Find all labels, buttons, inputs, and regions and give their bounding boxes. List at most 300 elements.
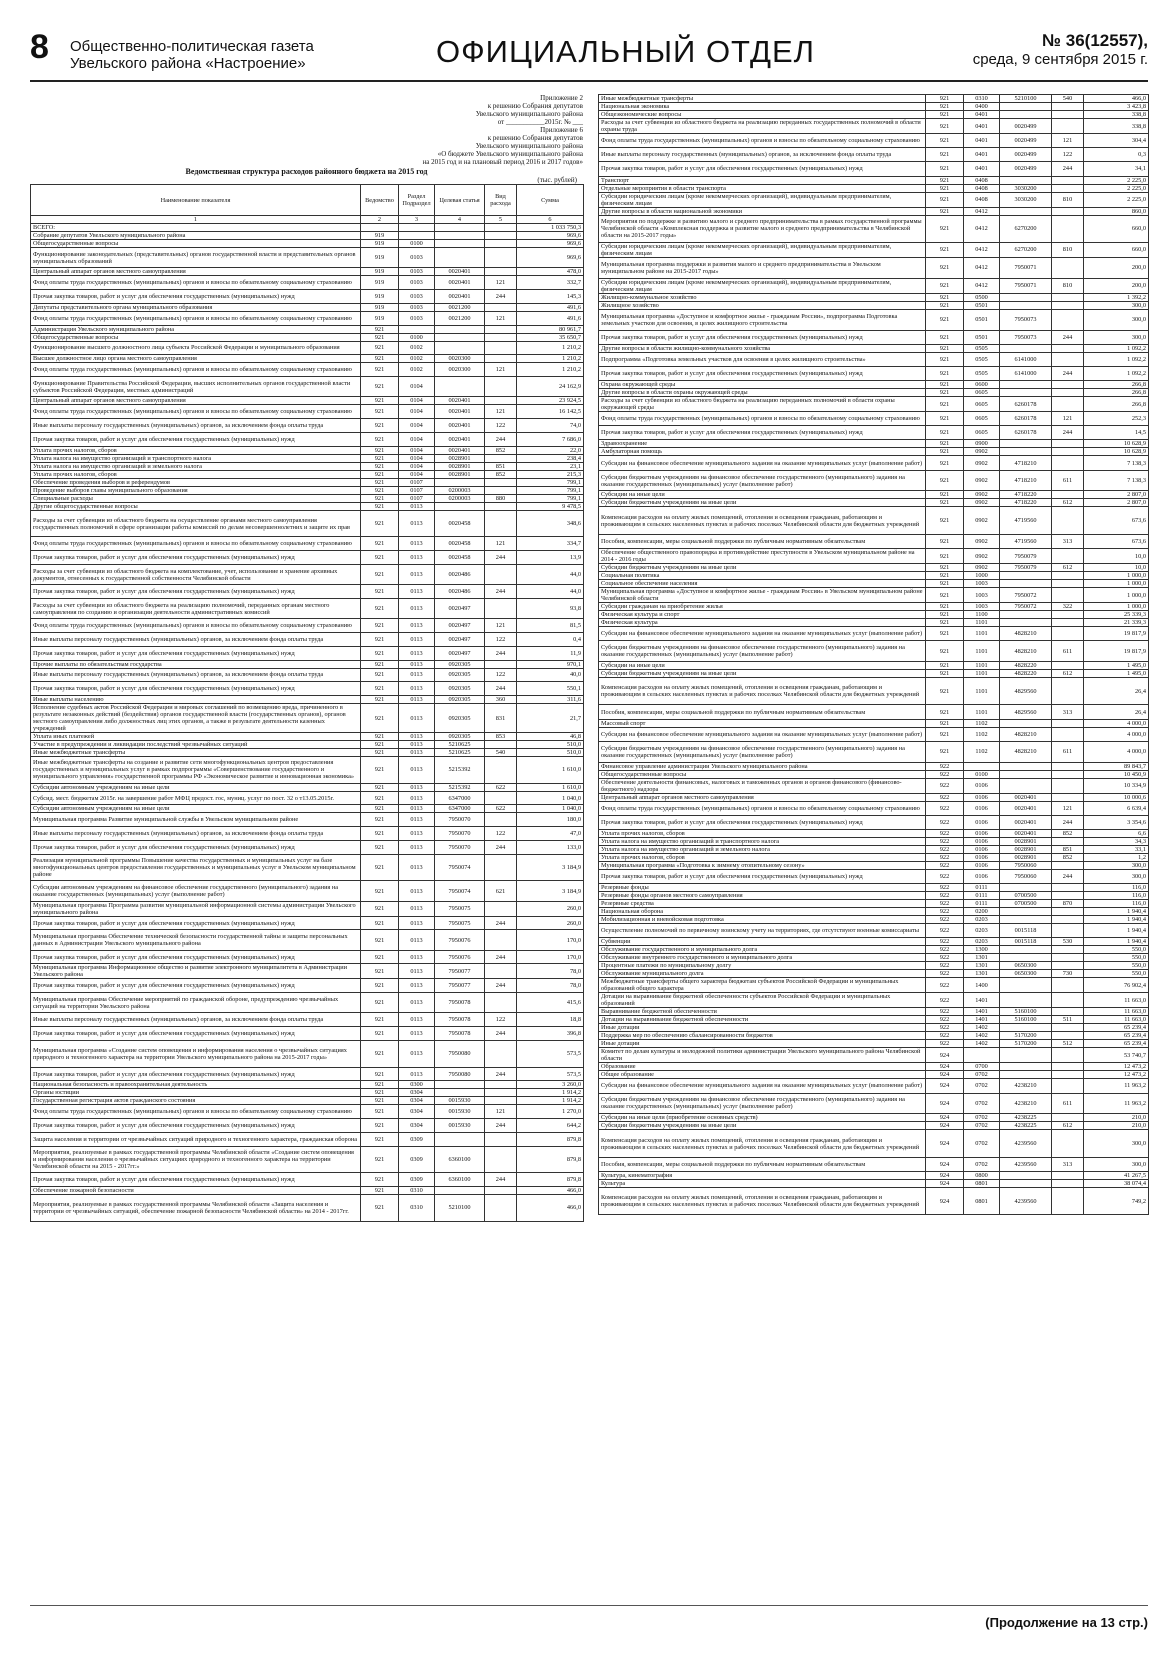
row-section: 0113 [399,791,435,805]
row-sum: 1 610,0 [517,783,584,791]
table-row [31,619,584,633]
row-type [1052,619,1084,627]
row-section: 0203 [964,924,1000,938]
row-dept: 922 [926,908,964,916]
row-name: Функционирование законодательных (представительных) органов государственной власти и представительных органов муниципальных образований [31,248,361,268]
row-name: Реализация муниципальной программы Повышение качества государственных и муниципальных услуг на базе многофункциональных центров предоставления государственных и муниципальных услуг в Увельском муниципальном районе [31,854,361,881]
row-dept: 921 [361,494,399,502]
row-target: 7950073 [1000,309,1052,330]
header-sum: Сумма [517,185,584,216]
table-row [31,813,584,827]
row-name: Национальная оборона [599,908,926,916]
row-name: Прочая закупка товаров, работ и услуг для обеспечения государственных (муниципальных) нужд [599,162,926,176]
row-sum: 19 817,9 [1084,641,1149,662]
row-type: 121 [485,619,517,633]
header-dept: Ведомство [361,185,399,216]
row-section: 0113 [399,537,435,551]
row-name: Уплата налога на имущество организаций и земельного налога [31,462,361,470]
row-section: 0505 [964,352,1000,366]
row-type: 122 [485,632,517,646]
row-dept: 921 [361,632,399,646]
row-type: 244 [1052,162,1084,176]
row-name: Мобилизационная и вневойсковая подготовка [599,916,926,924]
row-section: 0102 [399,341,435,355]
row-target: 0650300 [1000,970,1052,978]
row-type [485,964,517,979]
row-target [435,1081,485,1089]
row-name: Прочая закупка товаров, работ и услуг для обеспечения государственных (муниципальных) нужд [31,979,361,993]
row-dept: 921 [926,491,964,499]
row-type: 611 [1052,641,1084,662]
row-type: 540 [1052,95,1084,103]
row-section: 0310 [399,1195,435,1222]
table-row [599,801,1149,815]
row-section: 0702 [964,1114,1000,1122]
row-section: 0113 [399,1027,435,1041]
row-type [1052,993,1084,1008]
row-type [485,240,517,248]
row-dept: 921 [361,355,399,363]
table-row [599,499,1149,507]
row-section: 1101 [964,627,1000,641]
row-name: Субсидии на иные цели [599,662,926,670]
row-type: 121 [485,276,517,290]
row-type: 851 [485,462,517,470]
row-type: 870 [1052,900,1084,908]
table-row [31,950,584,964]
row-dept: 921 [361,363,399,377]
row-target [1000,301,1052,309]
row-sum: 1 092,2 [1084,366,1149,380]
row-sum: 3 354,6 [1084,815,1149,829]
row-target: 5170200 [1000,1032,1052,1040]
row-sum: 466,0 [1084,95,1149,103]
row-sum: 18,8 [517,1013,584,1027]
row-dept: 921 [361,1041,399,1068]
row-target: 0020401 [1000,793,1052,801]
row-dept: 922 [926,1008,964,1016]
table-row [31,1089,584,1097]
row-type [1052,861,1084,869]
table-row [31,454,584,462]
row-section: 0111 [964,884,1000,892]
row-target: 0020401 [435,432,485,446]
row-type [485,930,517,950]
table-row [31,1081,584,1089]
row-sum: 573,5 [517,1067,584,1081]
right-column [598,94,1148,1215]
row-type [485,741,517,749]
row-dept: 921 [361,377,399,397]
row-dept: 921 [361,993,399,1013]
row-target: 4718220 [1000,499,1052,507]
table-row [599,148,1149,162]
row-section: 0900 [964,440,1000,448]
row-target: 5215392 [435,757,485,784]
row-sum: 10,0 [1084,564,1149,572]
table-row [599,448,1149,456]
row-name: Муниципальная программа Обеспечение технической безопасности государственной тайны и защиты персональных данных в Администрации Увельского муниципального района [31,930,361,950]
row-name: Уплата прочих налогов, сборов [599,853,926,861]
row-sum: 348,6 [517,510,584,537]
row-name: Компенсация расходов на оплату жилых помещений, отопления и освещения гражданам, работающим и проживающим в сельских населенных пунктах и рабочих поселках Челябинской области для бюджетных учреждений [599,507,926,534]
row-dept: 922 [926,1040,964,1048]
table-row [599,678,1149,705]
row-section: 0103 [399,276,435,290]
row-dept: 921 [361,964,399,979]
row-sum: 1 210,2 [517,341,584,355]
table-row [599,884,1149,892]
row-section: 0103 [399,248,435,268]
row-sum: 311,6 [517,696,584,704]
row-dept: 921 [361,646,399,660]
row-type [1052,111,1084,119]
row-section: 0505 [964,366,1000,380]
table-row [599,352,1149,366]
row-type [485,355,517,363]
row-dept: 921 [926,641,964,662]
table-row [31,704,584,733]
row-name: Субсидии автономным учреждениям на финансовое обеспечение государственного (муниципального) задания на оказание государственных (муниципальных) услуг (выполнение работ) [31,881,361,901]
row-target: 6260178 [1000,397,1052,412]
row-sum: 0,4 [517,632,584,646]
row-dept: 921 [361,585,399,599]
row-name: Депутаты представительного органа муниципального образования [31,303,361,311]
table-row [599,389,1149,397]
row-type: 313 [1052,534,1084,548]
row-name: Обслуживание государственного и муниципального долга [599,946,926,954]
table-row [599,946,1149,954]
row-target: 0028901 [435,470,485,478]
row-section: 0412 [964,242,1000,257]
row-dept: 921 [926,572,964,580]
row-section: 1401 [964,1016,1000,1024]
row-name: Другие общегосударственные вопросы [31,502,361,510]
row-target: 5170200 [1000,1040,1052,1048]
colnum: 5 [485,216,517,224]
row-type [1052,662,1084,670]
row-type [1052,611,1084,619]
row-sum: 26,4 [1084,678,1149,705]
table-row [31,916,584,930]
row-sum: 10 334,9 [1084,778,1149,793]
row-type: 121 [485,1105,517,1119]
row-target [1000,572,1052,580]
row-sum: 6,6 [1084,829,1149,837]
row-type [1052,978,1084,993]
row-section: 0902 [964,507,1000,534]
table-row [31,1119,584,1133]
row-dept: 921 [361,510,399,537]
row-target [1000,1171,1052,1179]
row-target: 7950074 [435,881,485,901]
row-sum: 266,8 [1084,381,1149,389]
row-sum: 673,6 [1084,534,1149,548]
row-type [1052,381,1084,389]
row-sum: 466,0 [517,1195,584,1222]
row-type: 121 [1052,412,1084,426]
row-target: 0020497 [435,598,485,618]
row-target: 7950071 [1000,278,1052,293]
row-section: 1100 [964,611,1000,619]
table-row [31,311,584,325]
row-type [485,510,517,537]
row-section: 0500 [964,293,1000,301]
row-name: Центральный аппарат органов местного самоуправления [31,397,361,405]
row-section: 0408 [964,176,1000,184]
row-sum: 116,0 [1084,892,1149,900]
row-target: 0700500 [1000,892,1052,900]
row-sum: 1 210,2 [517,355,584,363]
row-dept: 921 [361,486,399,494]
row-type: 122 [485,419,517,433]
row-sum: 46,8 [517,733,584,741]
row-target: 4828220 [1000,670,1052,678]
row-section: 0304 [399,1097,435,1105]
row-target: 0020499 [1000,162,1052,176]
row-target [1000,1179,1052,1187]
row-section: 1401 [964,993,1000,1008]
row-name: Финансовое управление администрации Увельского муниципального района [599,762,926,770]
row-section: 0104 [399,419,435,433]
row-dept: 921 [361,660,399,668]
row-dept: 921 [361,813,399,827]
row-name: Проведение выборов главы муниципального образования [31,486,361,494]
row-target: 4828220 [1000,662,1052,670]
table-row [599,916,1149,924]
row-target: 7950060 [1000,869,1052,883]
row-dept: 924 [926,1071,964,1079]
row-sum: 210,0 [1084,1122,1149,1130]
row-target [435,333,485,341]
row-name: Общегосударственные вопросы [31,333,361,341]
row-name: Жилищно-коммунальное хозяйство [599,293,926,301]
colnum: 4 [435,216,485,224]
table-row [31,733,584,741]
row-type: 540 [485,749,517,757]
row-name: Резервные фонды [599,884,926,892]
row-dept: 921 [361,696,399,704]
row-name: Муниципальная программа «Доступное и комфортное жилье - гражданам России», подпрограмма Подготовка земельных участков для освоения, в целях жилищного строительства [599,309,926,330]
row-name: Уплата иных платежей [31,733,361,741]
row-type: 322 [1052,603,1084,611]
appendix-line: «О бюджете Увельского муниципального района [437,150,583,158]
table-row [599,381,1149,389]
row-section: 0100 [399,240,435,248]
row-type: 730 [1052,970,1084,978]
row-sum: 300,0 [1084,869,1149,883]
row-dept: 921 [361,979,399,993]
row-dept: 924 [926,1093,964,1114]
header-name: Наименование показателя [31,185,361,216]
row-name: Компенсация расходов на оплату жилых помещений, отопления и освещения гражданам, работающим и проживающим в сельских населенных пунктах и рабочих поселках Челябинской области для бюджетных учреждений [599,1187,926,1214]
row-dept: 921 [361,419,399,433]
row-section: 0408 [964,192,1000,207]
row-sum: 1 914,2 [517,1089,584,1097]
row-section: 1101 [964,678,1000,705]
row-dept: 921 [361,682,399,696]
row-name: Прочая закупка товаров, работ и услуг для обеспечения государственных (муниципальных) нужд [31,1067,361,1081]
table-row [599,119,1149,134]
row-target: 7950077 [435,979,485,993]
row-target: 0020499 [1000,148,1052,162]
row-name: Иные дотации [599,1024,926,1032]
row-sum: 466,0 [517,1187,584,1195]
row-sum: 2 225,0 [1084,192,1149,207]
row-sum: 749,2 [1084,1187,1149,1214]
row-section: 0702 [964,1157,1000,1171]
row-sum: 478,0 [517,268,584,276]
row-dept: 921 [926,448,964,456]
row-dept: 922 [926,793,964,801]
row-sum: 660,0 [1084,242,1149,257]
row-sum: 41 267,5 [1084,1171,1149,1179]
row-sum: 2 225,0 [1084,184,1149,192]
row-name: Функционирование Правительства Российской Федерации, высших исполнительных органов государственной власти субъектов Российской Федерации, местных администраций [31,377,361,397]
table-row [31,841,584,855]
row-dept: 921 [926,278,964,293]
row-section: 0800 [964,1171,1000,1179]
row-section: 1000 [964,572,1000,580]
row-name: Общее образование [599,1071,926,1079]
row-type: 852 [485,470,517,478]
row-sum: 40,0 [517,668,584,682]
row-section: 0401 [964,162,1000,176]
row-sum: 215,3 [517,470,584,478]
row-section: 0113 [399,510,435,537]
table-row [599,215,1149,242]
budget-table-right [598,94,1149,1215]
row-target [1000,908,1052,916]
row-type [1052,176,1084,184]
row-target [435,248,485,268]
row-type: 880 [485,494,517,502]
row-target: 0920305 [435,660,485,668]
row-dept: 921 [926,344,964,352]
row-dept: 924 [926,1063,964,1071]
row-dept: 922 [926,861,964,869]
table-row [599,1157,1149,1171]
row-type: 853 [485,733,517,741]
row-dept: 921 [926,366,964,380]
row-target: 0920305 [435,733,485,741]
row-type: 810 [1052,242,1084,257]
table-row [31,598,584,618]
row-name: Субсидии автономным учреждениям на иные цели [31,783,361,791]
table-row [31,486,584,494]
row-sum: 860,0 [1084,207,1149,215]
row-type: 244 [485,289,517,303]
row-type [1052,1071,1084,1079]
row-type [1052,908,1084,916]
row-type: 530 [1052,938,1084,946]
row-name: Субсид. мест. бюджетам 2015г. на завершение работ МФЦ предост. гос, муниц. услуг по пост. 32 о т13.05.2015г. [31,791,361,805]
row-section: 0310 [964,95,1000,103]
row-target: 7950078 [435,1027,485,1041]
row-name: Субсидии юридическим лицам (кроме некоммерческих организаций), индивидуальным предпринимателям, физическим лицам [599,242,926,257]
row-sum: 74,0 [517,419,584,433]
table-row [599,970,1149,978]
row-sum: 799,1 [517,494,584,502]
row-target: 7950072 [1000,603,1052,611]
table-row [31,668,584,682]
row-target: 0028901 [1000,853,1052,861]
table-row [31,1187,584,1195]
table-row [599,242,1149,257]
row-target: 7950077 [435,964,485,979]
row-dept: 921 [926,119,964,134]
row-dept: 921 [361,1133,399,1147]
row-sum: 266,8 [1084,389,1149,397]
row-section: 0104 [399,454,435,462]
row-sum: 16 142,5 [517,405,584,419]
row-dept: 921 [926,192,964,207]
row-dept: 921 [361,470,399,478]
row-dept: 921 [361,704,399,733]
row-dept: 922 [926,845,964,853]
row-name: Муниципальная программа Обеспечение мероприятий по гражданской обороне, предупреждению чрезвычайных ситуаций на территории Увельского района [31,993,361,1013]
row-name: Муниципальная программа «Создание систем оповещения и информирования населения о чрезвычайных ситуациях природного и техногенного характера на территории Увельского муниципального района на 2015-2017 годы» [31,1041,361,1068]
row-name: Амбулаторная помощь [599,448,926,456]
table-row [31,232,584,240]
table-row [31,494,584,502]
row-section: 0113 [399,930,435,950]
table-row [599,456,1149,470]
row-type [1052,352,1084,366]
row-target: 3030200 [1000,192,1052,207]
row-section: 1301 [964,954,1000,962]
row-name: Фонд оплаты труда государственных (муниципальных) органов и взносы по обязательному социальному страхованию [31,311,361,325]
table-row [599,908,1149,916]
row-sum: 1 940,4 [1084,916,1149,924]
row-sum: 1 270,0 [517,1105,584,1119]
row-name: Фонд оплаты труда государственных (муниципальных) органов и взносы по обязательному социальному страхованию [31,537,361,551]
row-target: 4828210 [1000,627,1052,641]
row-name: Уплата прочих налогов, сборов [599,829,926,837]
row-dept: 921 [926,499,964,507]
row-sum: 879,8 [517,1133,584,1147]
row-target [1000,176,1052,184]
row-target: 6360100 [435,1173,485,1187]
table-body-right [599,95,1149,1215]
row-type: 121 [1052,134,1084,148]
footer-rule [30,1605,1148,1606]
row-sum: 38 074,4 [1084,1179,1149,1187]
row-sum: 116,0 [1084,900,1149,908]
row-sum: 25 339,3 [1084,611,1149,619]
row-type: 244 [485,1067,517,1081]
table-row [31,564,584,584]
table-row [599,762,1149,770]
row-sum: 879,8 [517,1146,584,1173]
row-target [1000,103,1052,111]
row-target [1000,293,1052,301]
row-name: Дотации на выравнивание бюджетной обеспеченности субъектов Российской Федерации и муниципальных образований [599,993,926,1008]
table-row [599,1093,1149,1114]
row-dept: 921 [361,598,399,618]
row-section: 0106 [964,793,1000,801]
row-name: Субсидии на финансовое обеспечение муниципального задания на оказание муниципальных услуг (выполнение работ) [599,627,926,641]
row-target: 4718220 [1000,491,1052,499]
row-name: Субсидии бюджетным учреждениям на финансовое обеспечение государственного (муниципального) задания на оказание государственных (муниципальных) услуг (выполнение работ) [599,641,926,662]
issue-number: № 36(12557), [1042,31,1148,50]
row-target: 7950078 [435,993,485,1013]
row-target: 0020401 [435,446,485,454]
row-section: 0113 [399,993,435,1013]
row-target: 6141000 [1000,352,1052,366]
row-type [485,1195,517,1222]
row-section: 0412 [964,215,1000,242]
